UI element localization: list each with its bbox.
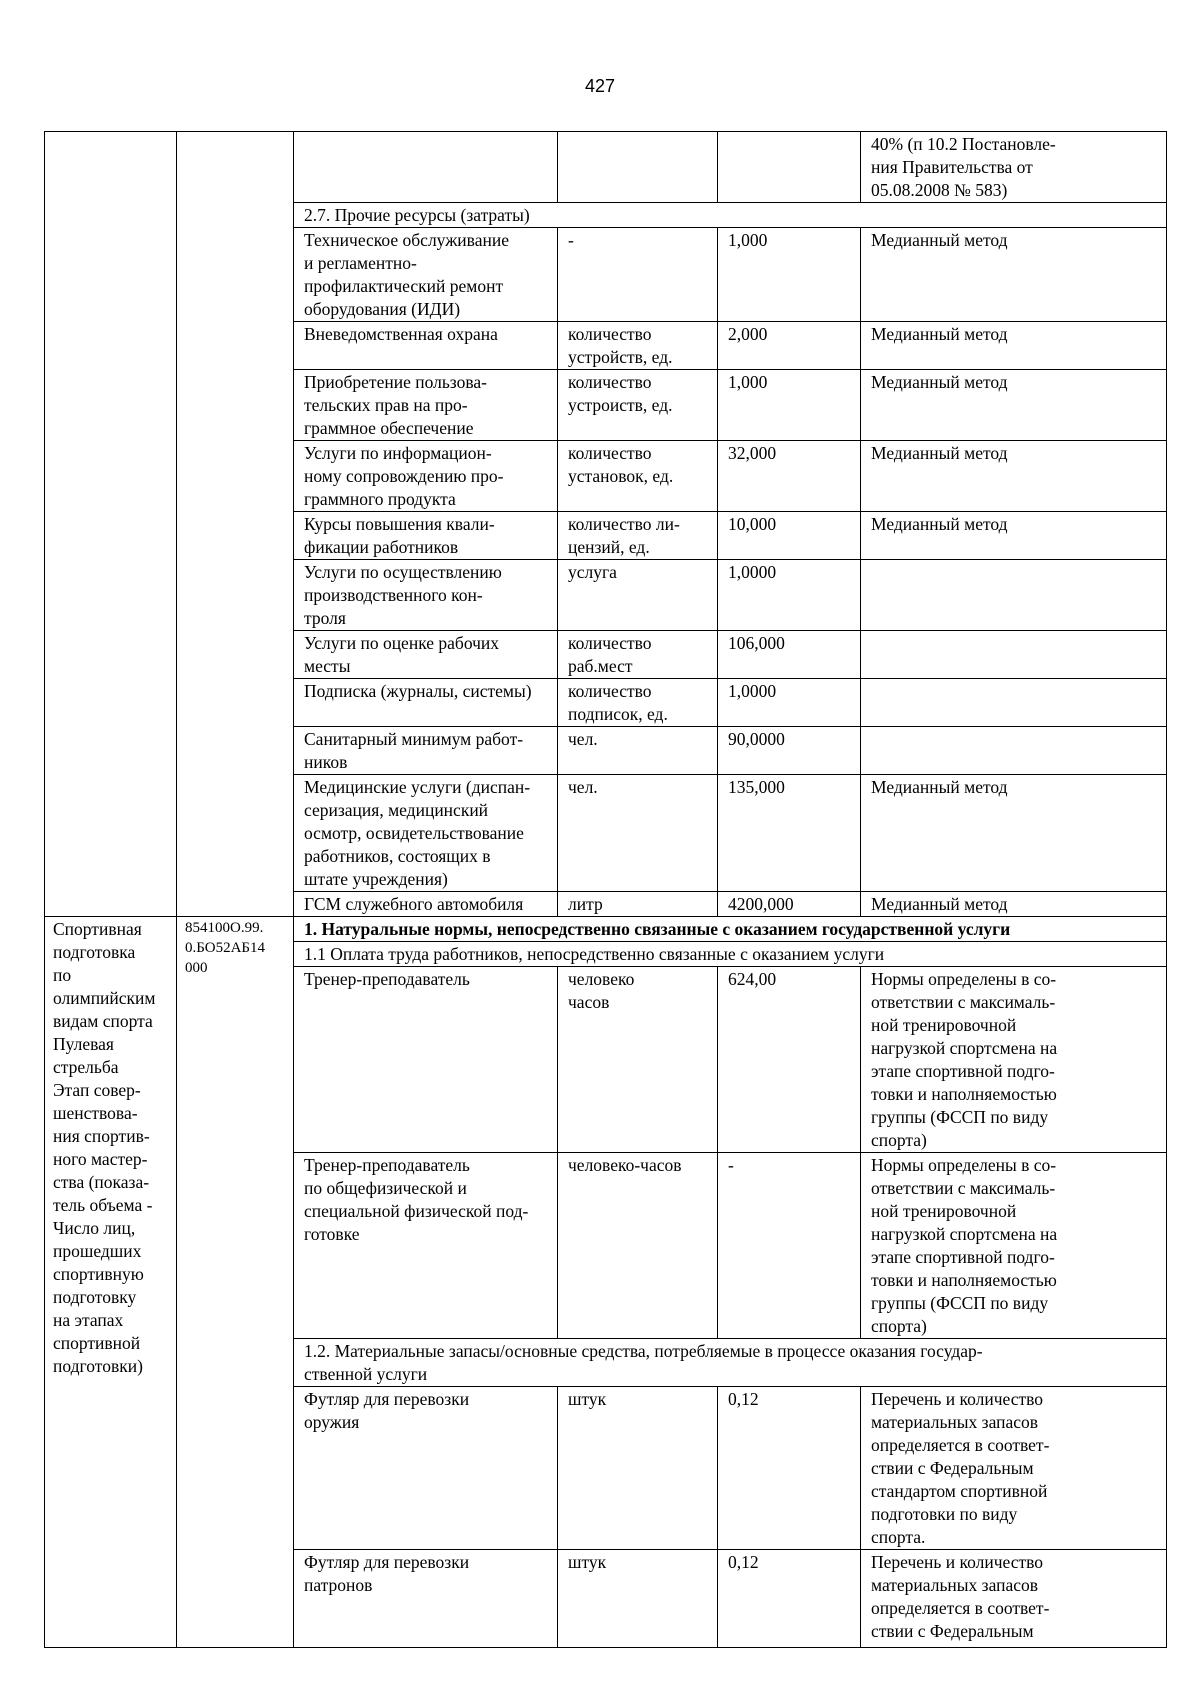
norm-basis: Медианный метод [861,370,1167,441]
norm-basis: Медианный метод [861,512,1167,560]
unit-of-measure: количество раб.мест [558,631,718,679]
unit-of-measure: литр [558,892,718,917]
norm-basis [861,560,1167,631]
norm-value: 10,000 [718,512,861,560]
unit-of-measure: количество ли- цензий, ед. [558,512,718,560]
section-row [45,917,1167,942]
section-1-heading: 1. Натуральные нормы, непосредственно связанные с оказанием государственной услуги [294,917,1167,942]
unit-of-measure: услуга [558,560,718,631]
unit-of-measure: - [558,228,718,322]
norm-basis: Нормы определены в со- ответствии с максималь- ной тренировочной нагрузкой спортсмена на этапе спортивной подго- товки и наполняемостью группы (ФССП по виду спорта) [861,967,1167,1153]
resource-name: Курсы повышения квали- фикации работников [294,512,558,560]
resource-name: Футляр для перевозки патронов [294,1550,558,1648]
norm-basis [861,631,1167,679]
norm-basis [861,679,1167,727]
norm-value: 0,12 [718,1387,861,1550]
service-name-cell-previous [45,132,177,917]
norm-value: - [718,1153,861,1339]
unit-of-measure: человеко часов [558,967,718,1153]
continuation-row [45,132,1167,203]
norm-value: 32,000 [718,441,861,512]
unit-of-measure: количество устройств, ед. [558,322,718,370]
resource-name: Санитарный минимум работ- ников [294,727,558,775]
resource-name: Услуги по оценке рабочих месты [294,631,558,679]
unit-of-measure: чел. [558,727,718,775]
norm-value: 90,0000 [718,727,861,775]
resource-name: Подписка (журналы, системы) [294,679,558,727]
resource-name: Услуги по осуществлению производственного кон- троля [294,560,558,631]
resource-name-cell [294,132,558,203]
norm-value: 0,12 [718,1550,861,1648]
unit-of-measure: человеко-часов [558,1153,718,1339]
unit-of-measure: количество устроиств, ед. [558,370,718,441]
resource-name: Медицинские услуги (диспан- серизация, медицинский осмотр, освидетельствование работников, состоящих в штате учреждения) [294,775,558,892]
unit-of-measure: количество установок, ед. [558,441,718,512]
unit-of-measure: чел. [558,775,718,892]
norm-value: 624,00 [718,967,861,1153]
resource-name: Вневедомственная охрана [294,322,558,370]
norm-value: 2,000 [718,322,861,370]
unit-of-measure: штук [558,1387,718,1550]
section-1-2-heading: 1.2. Материальные запасы/основные средства, потребляемые в процессе оказания государ- ственной услуги [294,1339,1167,1387]
norm-basis [861,727,1167,775]
norm-basis: Медианный метод [861,322,1167,370]
unit-of-measure: штук [558,1550,718,1648]
section-2-7-heading: 2.7. Прочие ресурсы (затраты) [294,203,1167,228]
norm-basis: Медианный метод [861,228,1167,322]
norm-value: 1,000 [718,370,861,441]
service-code: 854100О.99. 0.БО52АБ14 000 [177,917,294,1648]
value-cell [718,132,861,203]
norm-basis: Медианный метод [861,892,1167,917]
resource-name: Техническое обслуживание и регламентно- профилактический ремонт оборудования (ИДИ) [294,228,558,322]
basis-cell: 40% (п 10.2 Постановле- ния Правительства от 05.08.2008 № 583) [861,132,1167,203]
norm-value: 4200,000 [718,892,861,917]
service-name: Спортивная подготовка по олимпийским видам спорта Пулевая стрельба Этап совер- шенствова- ния спортив- ного мастер- ства (показа- тель объема - Число лиц, прошедших спортивную подготовку на этапах спортивной подготовки) [45,917,177,1648]
norm-basis: Перечень и количество материальных запасов определяется в соответ- ствии с Федеральным стандартом спортивной подготовки по виду спорта. [861,1387,1167,1550]
section-1-1-heading: 1.1 Оплата труда работников, непосредственно связанные с оказанием услуги [294,942,1167,967]
page-number: 427 [584,76,616,96]
service-code-cell-previous [177,132,294,917]
norm-basis: Перечень и количество материальных запасов определяется в соответ- ствии с Федеральным [861,1550,1167,1648]
resource-name: Футляр для перевозки оружия [294,1387,558,1550]
resource-name: Услуги по информацион- ному сопровождению про- граммного продукта [294,441,558,512]
resource-name: Тренер-преподаватель [294,967,558,1153]
norm-value: 1,0000 [718,560,861,631]
unit-cell [558,132,718,203]
norms-table [44,131,1167,1648]
unit-of-measure: количество подписок, ед. [558,679,718,727]
norm-value: 135,000 [718,775,861,892]
norm-basis: Медианный метод [861,441,1167,512]
norm-value: 106,000 [718,631,861,679]
norm-value: 1,0000 [718,679,861,727]
norm-value: 1,000 [718,228,861,322]
norm-basis: Медианный метод [861,775,1167,892]
resource-name: ГСМ служебного автомобиля [294,892,558,917]
resource-name: Приобретение пользова- тельских прав на про- граммное обеспечение [294,370,558,441]
norm-basis: Нормы определены в со- ответствии с максималь- ной тренировочной нагрузкой спортсмена на этапе спортивной подго- товки и наполняемостью группы (ФССП по виду спорта) [861,1153,1167,1339]
resource-name: Тренер-преподаватель по общефизической и специальной физической под- готовке [294,1153,558,1339]
norms-table-body [45,132,1167,1648]
